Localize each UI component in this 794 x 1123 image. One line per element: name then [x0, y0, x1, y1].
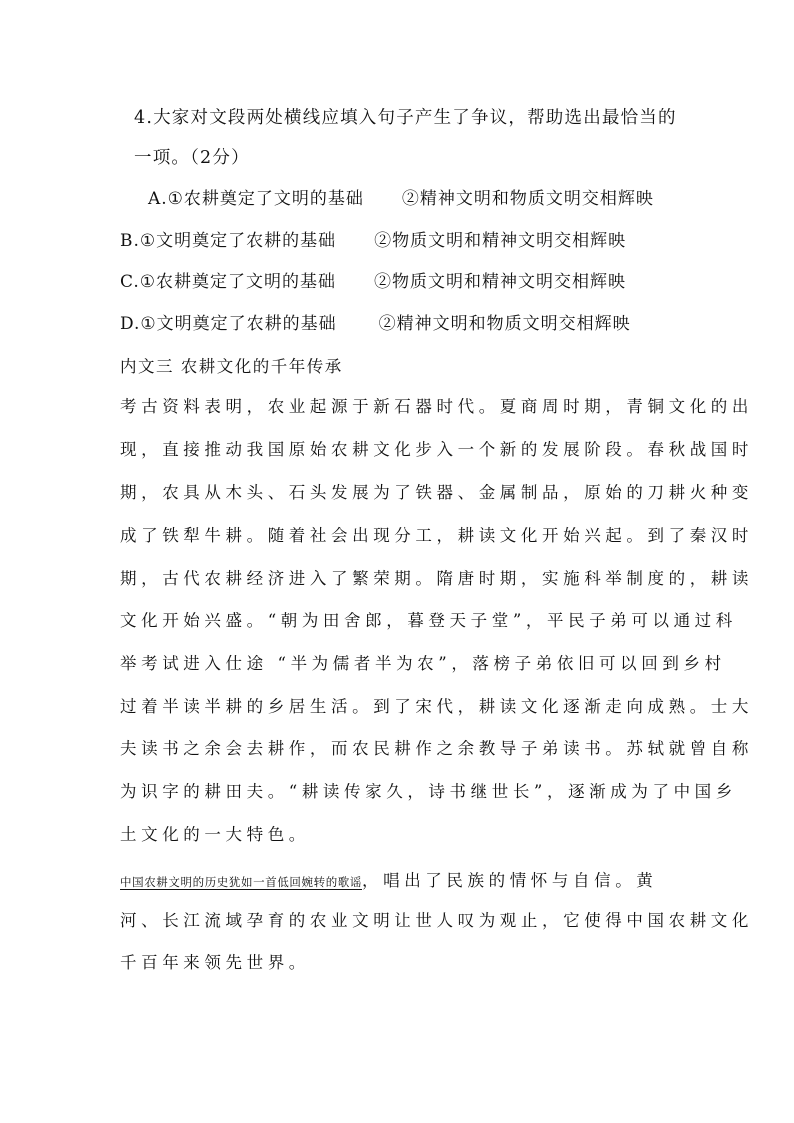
paragraph-line: 过着半读半耕的乡居生活。到了宋代，耕读文化逐渐走向成熟。士大: [120, 697, 753, 716]
paragraph-line: 土文化的一大特色。: [120, 825, 310, 844]
option-c: [120, 270, 626, 294]
paragraph-line: 现，直接推动我国原始农耕文化步入一个新的发展阶段。春秋战国时: [120, 440, 753, 459]
question-stem-line-1: 4.大家对文段两处横线应填入句子产生了争议，帮助选出最恰当的: [134, 108, 677, 128]
paragraph-line: 河、长江流域孕育的农业文明让世人叹为观止，它使得中国农耕文化: [120, 911, 753, 930]
option-b-part-1: B.①文明奠定了农耕的基础: [120, 231, 337, 251]
question-stem-line-2: 一项。（2分）: [134, 148, 250, 168]
option-a-part-1: A.①农耕奠定了文明的基础: [148, 189, 364, 209]
paragraph-line: 成了铁犁牛耕。随着社会出现分工，耕读文化开始兴起。到了秦汉时: [120, 526, 753, 545]
option-c-part-1: C.①农耕奠定了文明的基础: [120, 272, 337, 292]
paragraph-line: 千百年来领先世界。: [120, 953, 310, 972]
paragraph-line: 为识字的耕田夫。“耕读传家久，诗书继世长”，逐渐成为了中国乡: [120, 782, 737, 801]
option-a: [148, 187, 654, 211]
paragraph-line: 期，农具从木头、石头发展为了铁器、金属制品，原始的刀耕火种变: [120, 483, 753, 502]
option-d-part-1: D.①文明奠定了农耕的基础: [120, 314, 337, 334]
option-b-part-2: ②物质文明和精神文明交相辉映: [374, 231, 627, 251]
option-d: [120, 312, 631, 336]
option-d-part-2: ②精神文明和物质文明交相辉映: [378, 314, 631, 334]
option-a-part-2: ②精神文明和物质文明交相辉映: [401, 189, 654, 209]
paragraph-line: 举考试进入仕途 “半为儒者半为农”，落榜子弟依旧可以回到乡村: [120, 654, 726, 673]
paragraph-2-first-line: [120, 869, 657, 894]
paragraph-line: 文化开始兴盛。“朝为田舍郎，暮登天子堂”，平民子弟可以通过科: [120, 611, 737, 630]
option-c-part-2: ②物质文明和精神文明交相辉映: [374, 272, 627, 292]
paragraph-2-line-tail: ，唱出了民族的情怀与自信。黄: [362, 871, 658, 890]
section-title: 内文三 农耕文化的千年传承: [120, 357, 343, 376]
paragraph-line: 期，古代农耕经济进入了繁荣期。隋唐时期，实施科举制度的，耕读: [120, 569, 753, 588]
option-b: [120, 229, 626, 253]
underlined-sentence: 中国农耕文明的历史犹如一首低回婉转的歌谣: [120, 875, 362, 889]
paragraph-line: 考古资料表明，农业起源于新石器时代。夏商周时期，青铜文化的出: [120, 397, 753, 416]
paragraph-line: 夫读书之余会去耕作，而农民耕作之余教导子弟读书。苏轼就曾自称: [120, 739, 753, 758]
